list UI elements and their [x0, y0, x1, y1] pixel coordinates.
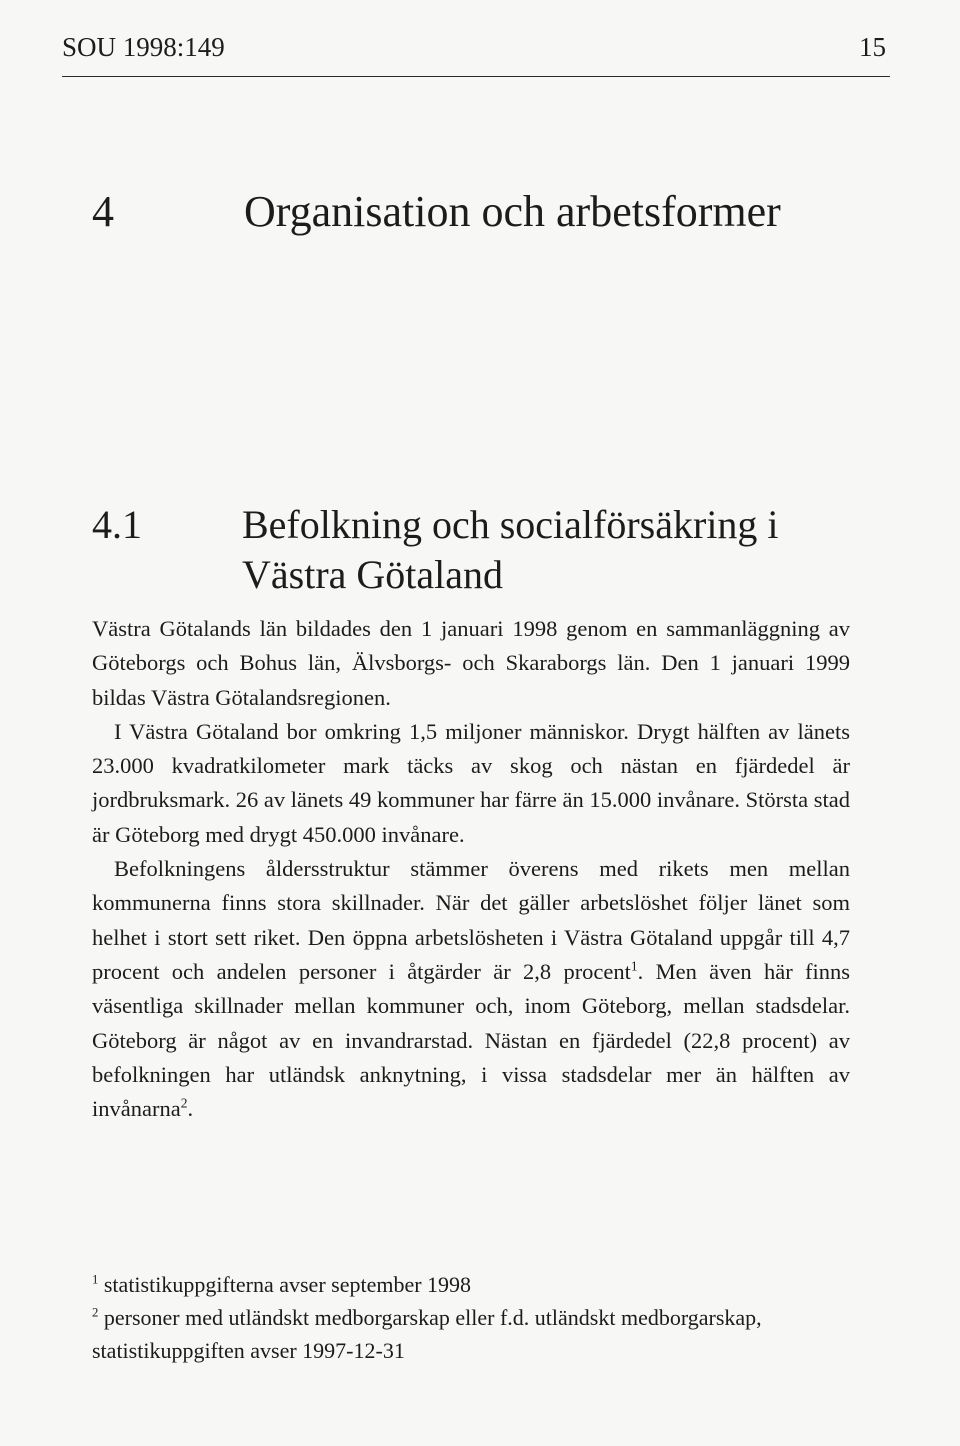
paragraph-3 [92, 852, 850, 1126]
section-number: 4.1 [92, 502, 142, 547]
running-header [62, 30, 890, 77]
paragraph-3-part-c: . [187, 1096, 194, 1122]
footnote-2-text: personer med utländskt medborgarskap eller f.d. utländskt medborgarskap, statistikuppgiften avser 1997-12-31 [92, 1305, 762, 1363]
footnote-ref-1: 1 [630, 958, 638, 974]
chapter-heading [92, 186, 781, 237]
paragraph-3-part-a: Befolkningens åldersstruktur stämmer överens med rikets men mellan kommunerna finns stora skillnader. När det gäller arbetslöshet följer länet som helhet i stort sett riket. Den öppna arbetslösheten i Västra Götaland uppgår till 4,7 procent och andelen personer i åtgärder är 2,8 procent [92, 856, 850, 984]
report-reference: SOU 1998:149 [62, 32, 225, 62]
footnote-2 [92, 1301, 882, 1367]
paragraph-2: I Västra Götaland bor omkring 1,5 miljoner människor. Drygt hälften av länets 23.000 kvadratkilometer mark täcks av skog och nästan en fjärdedel är jordbruksmark. 26 av länets 49 kommuner har färre än 15.000 invånare. Största stad är Göteborg med drygt 450.000 invånare. [92, 718, 850, 847]
footnote-1 [92, 1268, 882, 1301]
footnote-1-marker: 1 [92, 1272, 99, 1287]
chapter-title: Organisation och arbetsformer [244, 187, 781, 236]
page-number: 15 [859, 32, 886, 62]
footnote-ref-2: 2 [180, 1095, 188, 1111]
body-text [92, 612, 850, 1126]
section-title [242, 500, 779, 600]
section-title-line-1: Befolkning och socialförsäkring i [242, 502, 779, 547]
footnotes [92, 1268, 882, 1367]
chapter-number: 4 [92, 187, 114, 236]
footnote-1-text: statistikuppgifterna avser september 1998 [103, 1272, 472, 1297]
paragraph-1: Västra Götalands län bildades den 1 januari 1998 genom en sammanläggning av Göteborgs och Bohus län, Älvsborgs- och Skaraborgs län. Den 1 januari 1999 bildas Västra Götalandsregionen. [92, 616, 850, 710]
footnote-2-marker: 2 [92, 1305, 99, 1320]
paragraph-3-part-b: . Men även här finns väsentliga skillnader mellan kommuner och, inom Göteborg, mellan stadsdelar. Göteborg är något av en invandrarstad. Nästan en fjärdedel (22,8 procent) av befolkningen har utländsk anknytning, i vissa stadsdelar mer än hälften av invånarna [92, 958, 850, 1122]
section-title-line-2: Västra Götaland [242, 552, 504, 597]
